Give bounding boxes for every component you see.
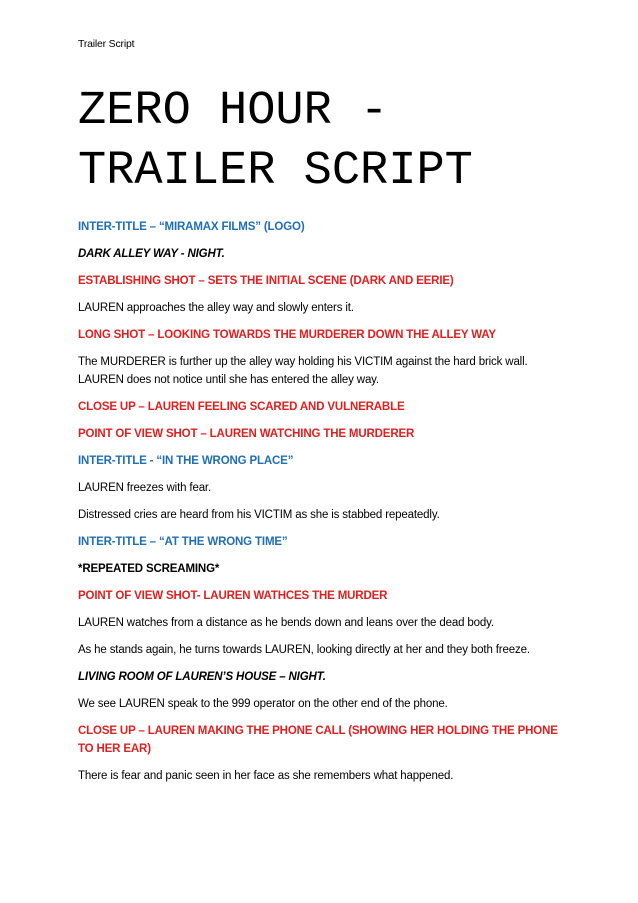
- action-line: We see LAUREN speak to the 999 operator on the other end of the phone.: [78, 698, 448, 710]
- document-title: [78, 82, 618, 202]
- shot-direction: CLOSE UP – LAUREN MAKING THE PHONE CALL (SHOWING HER HOLDING THE PHONE TO HER EAR): [78, 725, 558, 755]
- action-line: LAUREN approaches the alley way and slowly enters it.: [78, 302, 354, 314]
- shot-direction: POINT OF VIEW SHOT- LAUREN WATHCES THE MURDER: [78, 590, 388, 602]
- scene-heading: LIVING ROOM OF LAUREN’S HOUSE – NIGHT.: [78, 671, 326, 683]
- shot-direction: POINT OF VIEW SHOT – LAUREN WATCHING THE MURDERER: [78, 428, 415, 440]
- page-header: Trailer Script: [78, 38, 135, 50]
- inter-title: INTER-TITLE - “IN THE WRONG PLACE”: [78, 455, 294, 467]
- action-line: The MURDERER is further up the alley way holding his VICTIM against the hard brick wall. LAUREN does not notice until she has entered the alley way.: [78, 356, 528, 386]
- shot-direction: ESTABLISHING SHOT – SETS THE INITIAL SCENE (DARK AND EERIE): [78, 275, 454, 287]
- action-line: LAUREN freezes with fear.: [78, 482, 212, 494]
- action-line: There is fear and panic seen in her face as she remembers what happened.: [78, 770, 454, 782]
- inter-title: INTER-TITLE – “MIRAMAX FILMS” (LOGO): [78, 221, 305, 233]
- action-line: LAUREN watches from a distance as he bends down and leans over the dead body.: [78, 617, 494, 629]
- sound-effect: *REPEATED SCREAMING*: [78, 563, 220, 575]
- title-line-2: TRAILER SCRIPT: [78, 145, 473, 198]
- shot-direction: CLOSE UP – LAUREN FEELING SCARED AND VULNERABLE: [78, 401, 405, 413]
- script-body: [78, 218, 564, 794]
- shot-direction: LONG SHOT – LOOKING TOWARDS THE MURDERER DOWN THE ALLEY WAY: [78, 329, 496, 341]
- action-line: Distressed cries are heard from his VICTIM as she is stabbed repeatedly.: [78, 509, 440, 521]
- action-line: As he stands again, he turns towards LAUREN, looking directly at her and they both freeze.: [78, 644, 530, 656]
- title-line-1: ZERO HOUR -: [78, 85, 389, 138]
- scene-heading: DARK ALLEY WAY - NIGHT.: [78, 248, 225, 260]
- inter-title: INTER-TITLE – “AT THE WRONG TIME”: [78, 536, 288, 548]
